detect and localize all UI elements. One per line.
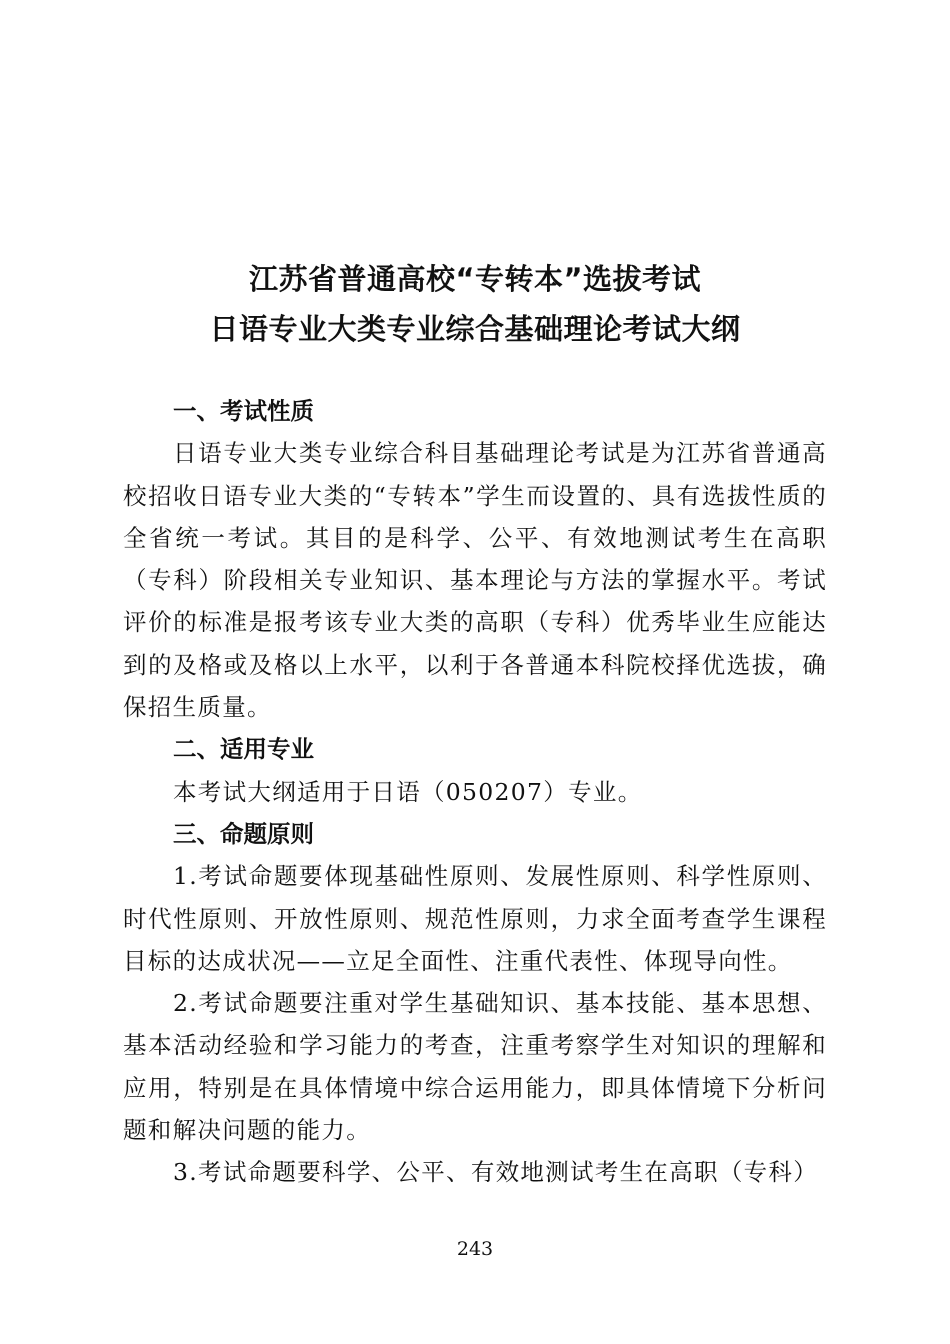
title-line-1: 江苏省普通高校“专转本”选拔考试 xyxy=(248,262,702,296)
document-title xyxy=(0,254,950,354)
paragraph-applicable-major: 本考试大纲适用于日语（050207）专业。 xyxy=(173,777,643,806)
paragraph-exam-nature: 日语专业大类专业综合科目基础理论考试是为江苏省普通高校招收日语专业大类的“专转本”学生而设置的、具有选拔性质的全省统一考试。其目的是科学、公平、有效地测试考生在高职（专科）阶段相关专业知识、基本理论与方法的掌握水平。考试评价的标准是报考该专业大类的高职（专科）优秀毕业生应能达到的及格或及格以上水平，以利于各普通本科院校择优选拔，确保招生质量。 xyxy=(123,439,827,722)
paragraph-principle-1: 1.考试命题要体现基础性原则、发展性原则、科学性原则、时代性原则、开放性原则、规范性原则，力求全面考查学生课程目标的达成状况——立足全面性、注重代表性、体现导向性。 xyxy=(123,862,827,975)
section-heading-nature: 一、考试性质 xyxy=(173,397,314,425)
section-heading-applicable-major: 二、适用专业 xyxy=(173,735,314,764)
section-heading-principles: 三、命题原则 xyxy=(173,819,314,848)
paragraph-principle-2: 2.考试命题要注重对学生基础知识、基本技能、基本思想、基本活动经验和学习能力的考查，注重考察学生对知识的理解和应用，特别是在具体情境中综合运用能力，即具体情境下分析问题和解决问题的能力。 xyxy=(123,989,827,1145)
document-body xyxy=(123,390,827,1194)
paragraph-principle-3: 3.考试命题要科学、公平、有效地测试考生在高职（专科） xyxy=(173,1158,819,1187)
page-number: 243 xyxy=(456,1238,494,1260)
title-line-2: 日语专业大类专业综合基础理论考试大纲 xyxy=(209,312,741,346)
